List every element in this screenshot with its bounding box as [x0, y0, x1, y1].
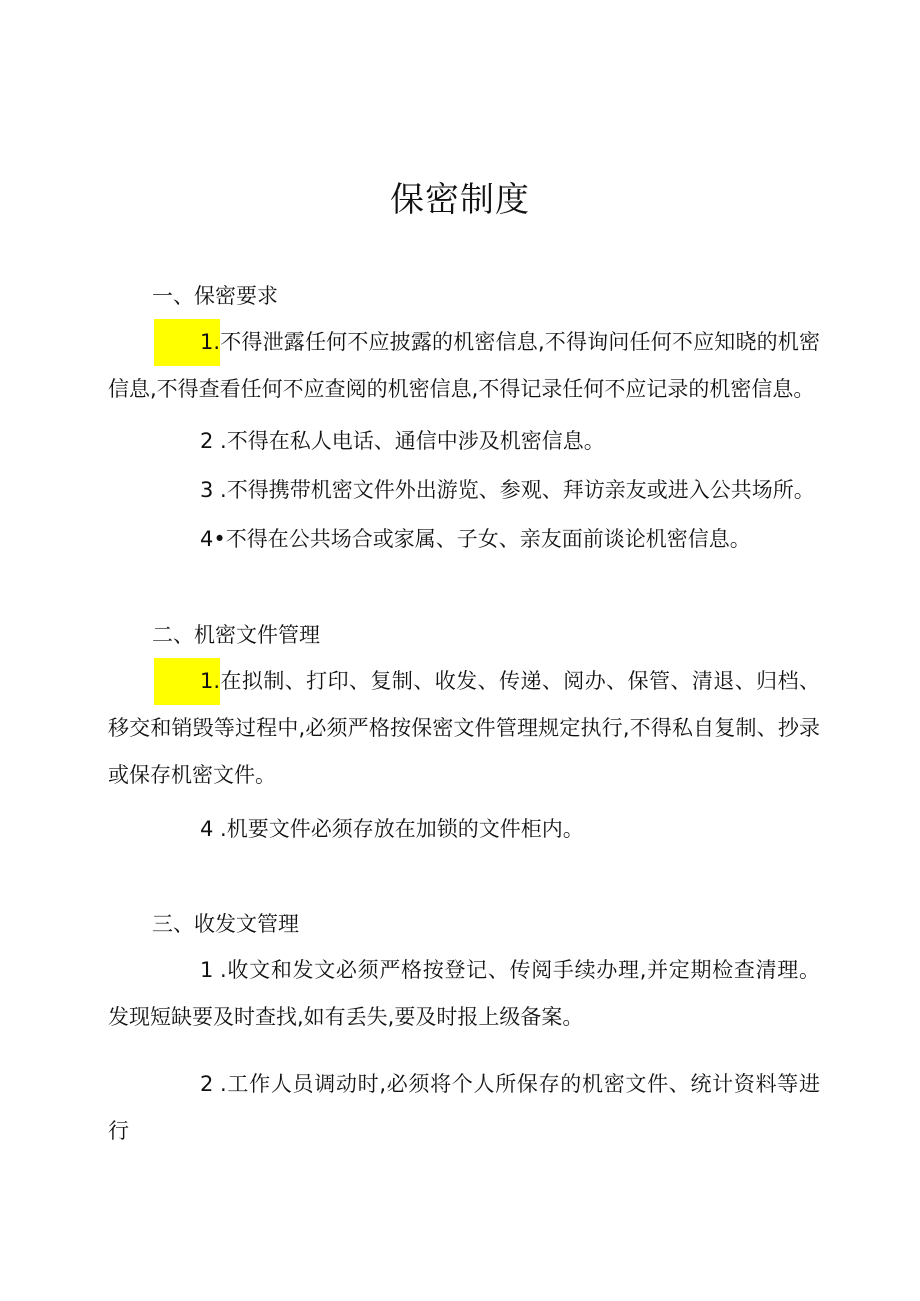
item-text: 不得在公共场合或家属、子女、亲友面前谈论机密信息。 [225, 527, 751, 551]
item-number: 2 . [200, 1072, 227, 1096]
item-number: 1. [154, 319, 220, 366]
item-text: 工作人员调动时,必须将个人所保存的机密文件、统计资料等进行 [108, 1072, 820, 1143]
item-text: 不得泄露任何不应披露的机密信息,不得询问任何不应知晓的机密信息,不得查看任何不应查阅的机密信息,不得记录任何不应记录的机密信息。 [108, 330, 820, 401]
paragraph [108, 1061, 820, 1155]
paragraph [108, 516, 820, 563]
item-text: 机要文件必须存放在加锁的文件柜内。 [226, 817, 584, 841]
paragraph [108, 947, 820, 1041]
paragraph [108, 319, 820, 413]
item-text: 不得在私人电话、通信中涉及机密信息。 [226, 429, 605, 453]
item-number: 4 . [200, 817, 227, 841]
section-heading-document-dispatch-management: 三、收发文管理 [152, 912, 299, 936]
item-number: 2 . [200, 429, 227, 453]
item-text: 在拟制、打印、复制、收发、传递、阅办、保管、清退、归档、移交和销毁等过程中,必须严格按保密文件管理规定执行,不得私自复制、抄录或保存机密文件。 [108, 669, 820, 787]
item-number: 3 . [200, 478, 227, 502]
paragraph [108, 467, 820, 514]
paragraph [108, 418, 820, 465]
document-title: 保密制度 [390, 180, 530, 220]
item-text: 不得携带机密文件外出游览、参观、拜访亲友或进入公共场所。 [226, 478, 815, 502]
item-number: 4• [200, 527, 226, 551]
paragraph [108, 658, 820, 799]
paragraph [108, 806, 820, 853]
item-text: 收文和发文必须严格按登记、传阅手续办理,并定期检查清理。发现短缺要及时查找,如有丢失,要及时报上级备案。 [108, 958, 820, 1029]
item-number: 1. [154, 658, 220, 705]
section-heading-confidential-file-management: 二、机密文件管理 [152, 623, 320, 647]
item-number: 1 . [200, 958, 227, 982]
section-heading-confidentiality-requirements: 一、保密要求 [152, 284, 278, 308]
